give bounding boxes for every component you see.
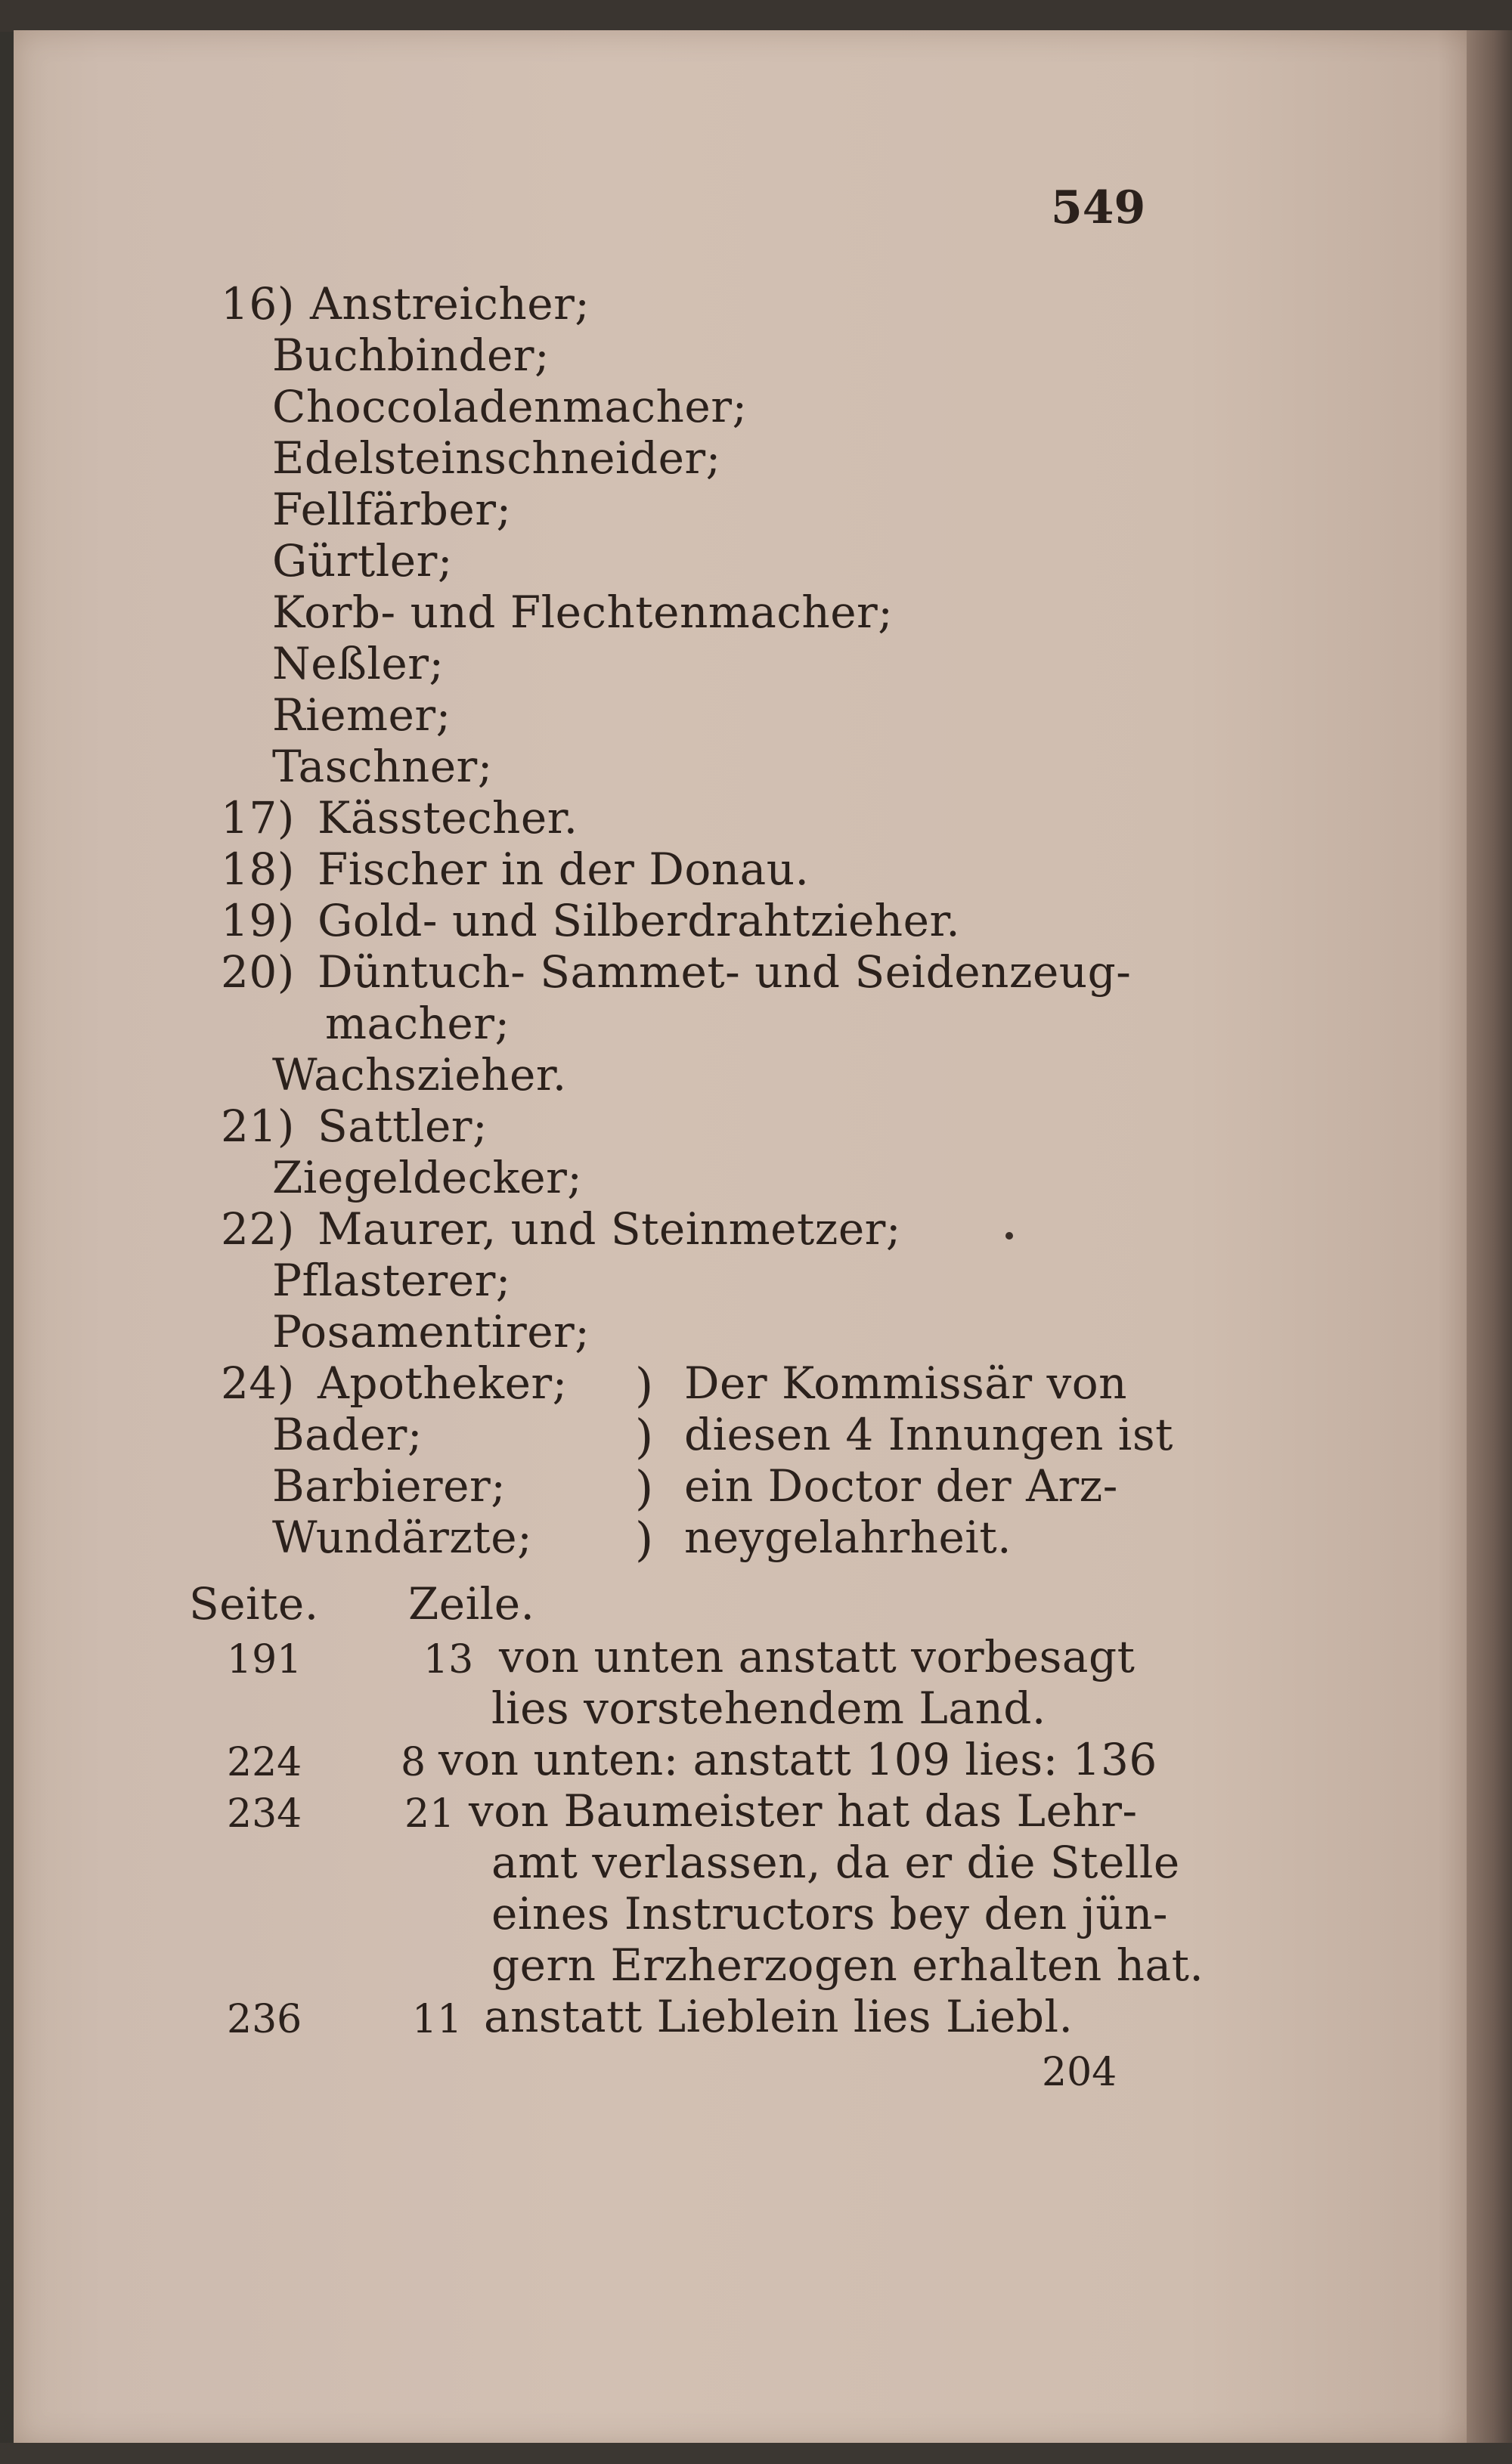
list-item: macher; bbox=[325, 998, 510, 1049]
page-number: 549 bbox=[1051, 181, 1146, 234]
list-item: Korb- und Flechtenmacher; bbox=[272, 587, 894, 638]
list-item-number: 22) bbox=[221, 1203, 295, 1255]
list-item: Posamentirer; bbox=[272, 1306, 590, 1357]
errata-line: 21 bbox=[404, 1791, 455, 1837]
errata-page: 234 bbox=[227, 1791, 302, 1837]
list-item-number: 16) bbox=[221, 278, 295, 330]
list-item: Maurer, und Steinmetzer; bbox=[318, 1203, 901, 1255]
errata-line: 13 bbox=[423, 1637, 474, 1682]
signature-mark: 204 bbox=[1042, 2050, 1117, 2095]
brace-mark: ) bbox=[635, 1460, 654, 1515]
list-item-number: 20) bbox=[221, 946, 295, 998]
list-item: Düntuch- Sammet- und Seidenzeug- bbox=[318, 946, 1132, 998]
list-item-number: 24) bbox=[221, 1357, 295, 1409]
errata-text: anstatt Lieblein lies Liebl. bbox=[484, 1991, 1074, 2042]
errata-text: von unten: anstatt 109 lies: 136 bbox=[438, 1734, 1157, 1785]
errata-header-line: Zeile. bbox=[408, 1578, 535, 1630]
list-item: Gürtler; bbox=[272, 535, 453, 587]
errata-text: eines Instructors bey den jün- bbox=[491, 1888, 1168, 1939]
note-line: ein Doctor der Arz- bbox=[684, 1460, 1118, 1512]
list-item-number: 17) bbox=[221, 792, 295, 844]
list-item: Bader; bbox=[272, 1409, 423, 1460]
list-item-number: 21) bbox=[221, 1100, 295, 1152]
errata-page: 191 bbox=[227, 1637, 302, 1682]
ink-dot bbox=[1005, 1232, 1013, 1240]
list-item: Pflasterer; bbox=[272, 1255, 511, 1306]
list-item-number: 18) bbox=[221, 844, 295, 895]
errata-page: 236 bbox=[227, 1997, 302, 2042]
list-item-number: 19) bbox=[221, 895, 295, 946]
list-item: Kässtecher. bbox=[318, 792, 578, 844]
brace-mark: ) bbox=[635, 1409, 654, 1464]
note-line: neygelahrheit. bbox=[684, 1512, 1012, 1563]
list-item: Barbierer; bbox=[272, 1460, 507, 1512]
list-item: Gold- und Silberdrahtzieher. bbox=[318, 895, 961, 946]
list-item: Anstreicher; bbox=[310, 278, 590, 330]
list-item: Edelsteinschneider; bbox=[272, 432, 721, 484]
list-item: Fellfärber; bbox=[272, 484, 512, 535]
list-item: Apotheker; bbox=[318, 1357, 568, 1409]
errata-page: 224 bbox=[227, 1740, 302, 1785]
errata-text: gern Erzherzogen erhalten hat. bbox=[491, 1939, 1204, 1991]
list-item: Riemer; bbox=[272, 689, 451, 741]
list-item: Choccoladenmacher; bbox=[272, 381, 748, 432]
list-item: Buchbinder; bbox=[272, 330, 550, 381]
list-item: Fischer in der Donau. bbox=[318, 844, 810, 895]
errata-text: amt verlassen, da er die Stelle bbox=[491, 1837, 1180, 1888]
brace-mark: ) bbox=[635, 1357, 654, 1413]
note-line: diesen 4 Innungen ist bbox=[684, 1409, 1173, 1460]
list-item: Neßler; bbox=[272, 638, 445, 689]
brace-mark: ) bbox=[635, 1512, 654, 1567]
errata-text: lies vorstehendem Land. bbox=[491, 1682, 1046, 1734]
errata-text: von unten anstatt vorbesagt bbox=[499, 1631, 1136, 1682]
errata-line: 8 bbox=[401, 1740, 426, 1785]
list-item: Taschner; bbox=[272, 741, 493, 792]
note-line: Der Kommissär von bbox=[684, 1357, 1128, 1409]
errata-header-page: Seite. bbox=[189, 1578, 319, 1630]
list-item: Wachszieher. bbox=[272, 1049, 567, 1100]
errata-line: 11 bbox=[412, 1997, 463, 2042]
list-item: Ziegeldecker; bbox=[272, 1152, 583, 1203]
list-item: Wundärzte; bbox=[272, 1512, 533, 1563]
list-item: Sattler; bbox=[318, 1100, 488, 1152]
errata-text: von Baumeister hat das Lehr- bbox=[469, 1785, 1138, 1837]
